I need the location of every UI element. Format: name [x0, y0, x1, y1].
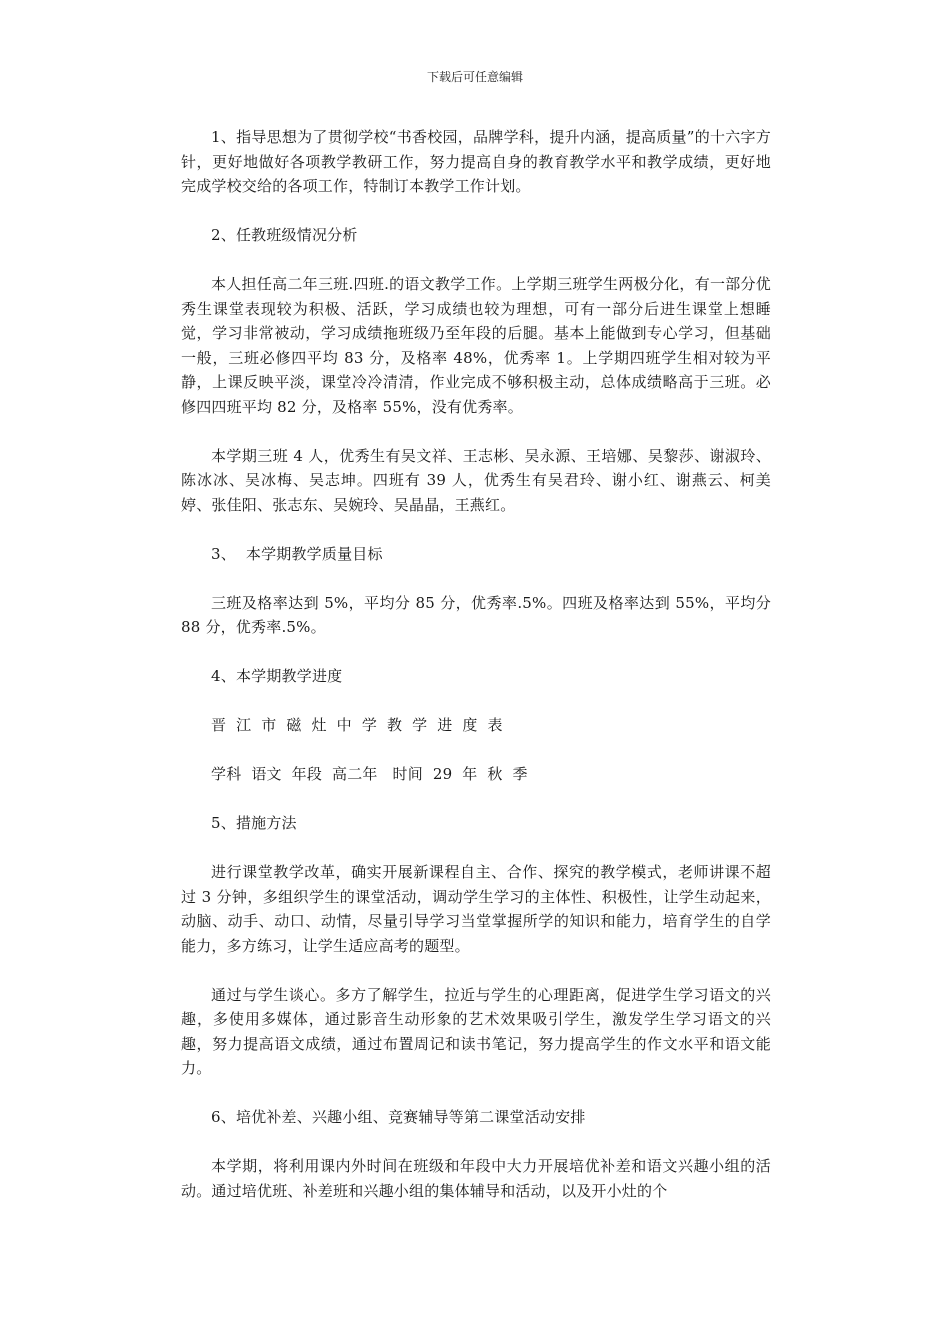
paragraph-excellent-students: 本学期三班 4 人，优秀生有吴文祥、王志彬、吴永源、王培娜、吴黎莎、谢淑玲、陈冰冰、吴冰梅、吴志坤。四班有 39 人，优秀生有吴君玲、谢小红、谢燕云、柯美婷、张佳阳、张志东、吴婉玲、吴晶晶，王燕红。 — [181, 446, 771, 514]
paragraph-measures-reform: 进行课堂教学改革，确实开展新课程自主、合作、探究的教学模式，老师讲课不超过 3 分钟，多组织学生的课堂活动，调动学生学习的主体性、积极性，让学生动起来，动脑、动手、动口、动情，尽量引导学习当堂掌握所学的知识和能力，培育学生的自学能力，多方练习，让学生适应高考的题型。 — [181, 863, 771, 955]
schedule-table-title: 晋 江 市 磁 灶 中 学 教 学 进 度 表 — [211, 716, 503, 734]
section-heading-class-analysis: 2、任教班级情况分析 — [211, 226, 358, 244]
section-heading-quality-goals: 3、 本学期教学质量目标 — [211, 544, 383, 563]
document-body — [181, 125, 771, 1203]
section-heading-measures: 5、措施方法 — [211, 814, 297, 832]
section-heading-teaching-progress: 4、本学期教学进度 — [211, 667, 343, 685]
header-note: 下载后可任意编辑 — [426, 70, 523, 84]
schedule-table-info: 学科 语文 年段 高二年 时间 29 年 秋 季 — [211, 765, 528, 783]
paragraph-measures-communication: 通过与学生谈心。多方了解学生，拉近与学生的心理距离，促进学生学习语文的兴趣，多使用多媒体，通过影音生动形象的艺术效果吸引学生，激发学生学习语文的兴趣，努力提高语文成绩，通过布置周记和读书笔记，努力提高学生的作文水平和语文能力。 — [181, 985, 771, 1077]
paragraph-quality-goals: 三班及格率达到 5%，平均分 85 分，优秀率.5%。四班及格率达到 55%，平均分 88 分，优秀率.5%。 — [181, 593, 771, 636]
paragraph-class-analysis: 本人担任高二年三班.四班.的语文教学工作。上学期三班学生两极分化，有一部分优秀生课堂表现较为积极、活跃，学习成绩也较为理想，可有一部分后进生课堂上想睡觉，学习非常被动，学习成绩拖班级乃至年段的后腿。基本上能做到专心学习，但基础一般，三班必修四平均 83 分，及格率 48%，优秀率 1。上学期四班学生相对较为平静，上课反映平淡，课堂冷冷清清，作业完成不够积极主动，总体成绩略高于三班。必修四四班平均 82 分，及格率 55%，没有优秀率。 — [181, 275, 771, 416]
paragraph-guiding-ideology: 1、指导思想为了贯彻学校“书香校园，品牌学科，提升内涵，提高质量”的十六字方针，更好地做好各项教学教研工作，努力提高自身的教育教学水平和教学成绩，更好地完成学校交给的各项工作，特制订本教学工作计划。 — [181, 128, 771, 195]
paragraph-extracurricular: 本学期，将利用课内外时间在班级和年段中大力开展培优补差和语文兴趣小组的活动。通过培优班、补差班和兴趣小组的集体辅导和活动，以及开小灶的个 — [181, 1157, 771, 1200]
section-heading-extracurricular: 6、培优补差、兴趣小组、竞赛辅导等第二课堂活动安排 — [211, 1108, 586, 1126]
